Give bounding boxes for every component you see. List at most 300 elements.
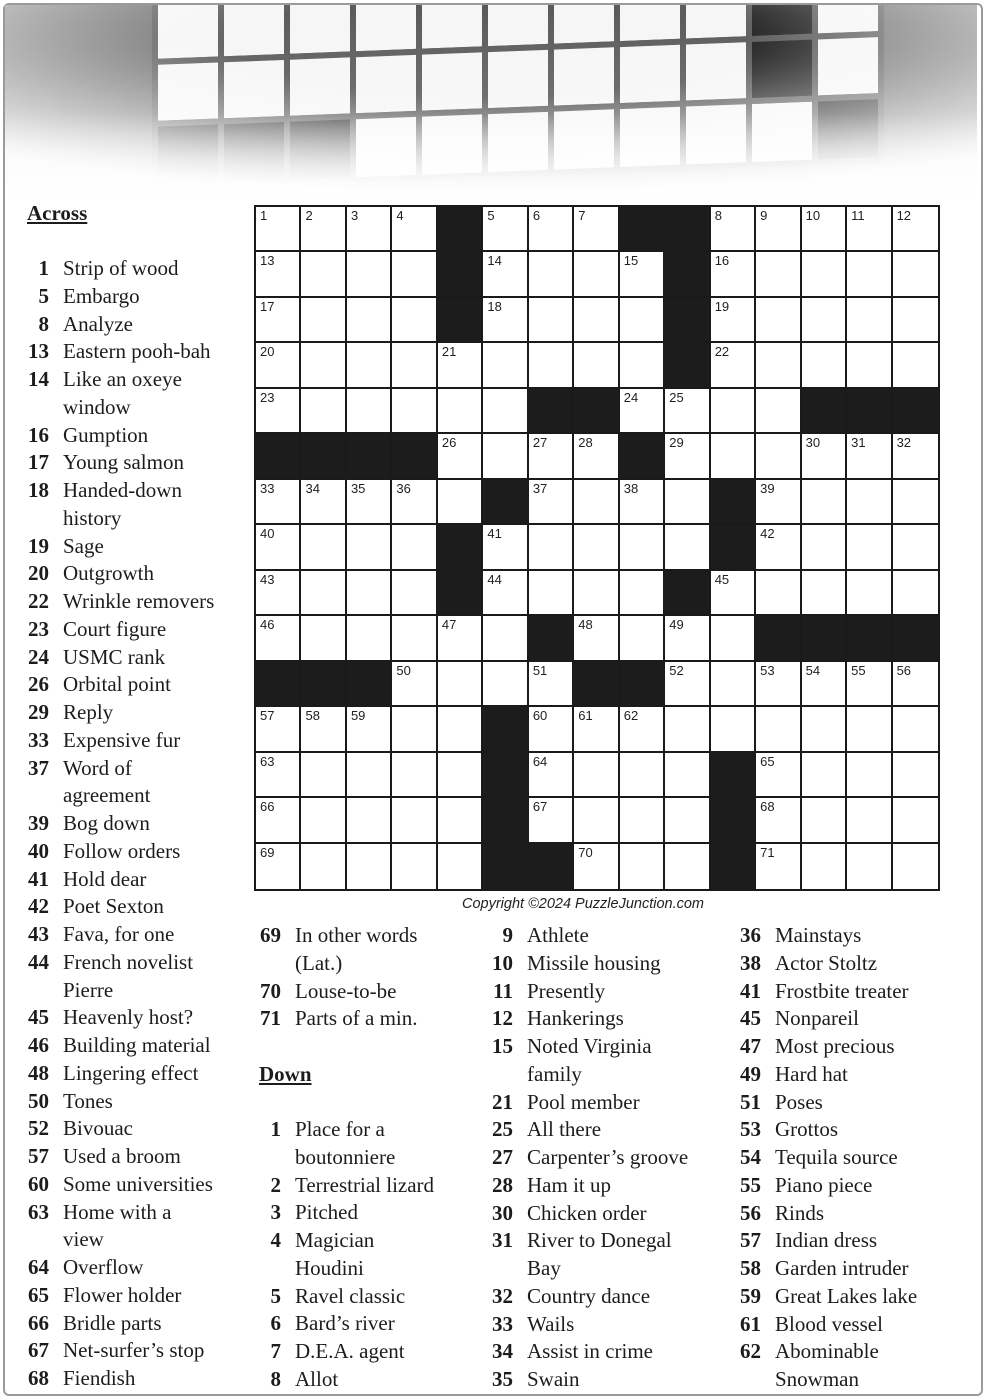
clue-number: 29 (28, 700, 49, 724)
clue-continuation (15, 394, 250, 422)
clue-number: 38 (740, 950, 761, 975)
clue-number: 32 (492, 1283, 513, 1308)
clue-item (479, 922, 729, 950)
grid-cell[interactable] (301, 480, 346, 525)
grid-cell[interactable] (847, 480, 892, 525)
clue-item (15, 838, 250, 866)
grid-cell[interactable] (620, 844, 665, 889)
grid-cell[interactable] (847, 844, 892, 889)
grid-cell[interactable] (574, 707, 619, 752)
grid-cell-black (711, 480, 756, 525)
grid-cell[interactable] (574, 616, 619, 661)
grid-cell-black (438, 252, 483, 297)
grid-cell[interactable] (847, 525, 892, 570)
grid-cell[interactable] (847, 707, 892, 752)
header-crossword-graphic (5, 5, 977, 203)
grid-cell[interactable] (392, 616, 437, 661)
clue-text: view (63, 1227, 104, 1252)
grid-cell[interactable] (483, 252, 528, 297)
grid-cell[interactable] (529, 207, 574, 252)
grid-cell[interactable] (574, 525, 619, 570)
grid-cell[interactable] (711, 252, 756, 297)
cell-number: 53 (760, 662, 775, 678)
grid-cell[interactable] (256, 753, 301, 798)
grid-cell[interactable] (301, 753, 346, 798)
clue-continuation (15, 1226, 250, 1254)
grid-cell[interactable] (711, 207, 756, 252)
clue-number: 47 (740, 1034, 761, 1058)
grid-cell[interactable] (301, 844, 346, 889)
clue-item (15, 1171, 250, 1199)
grid-cell[interactable] (756, 798, 801, 843)
grid-cell[interactable] (483, 434, 528, 479)
grid-cell[interactable] (756, 571, 801, 616)
cell-number: 14 (487, 253, 502, 269)
grid-cell[interactable] (483, 298, 528, 343)
grid-cell-black (301, 434, 346, 479)
grid-cell[interactable] (802, 753, 847, 798)
grid-cell[interactable] (529, 798, 574, 843)
grid-cell[interactable] (347, 389, 392, 434)
grid-cell[interactable] (256, 480, 301, 525)
grid-cell[interactable] (574, 298, 619, 343)
clue-number: 21 (492, 1089, 513, 1114)
cell-number: 2 (305, 208, 313, 223)
grid-cell[interactable] (301, 252, 346, 297)
grid-cell[interactable] (847, 753, 892, 798)
clue-text: Frostbite treater (775, 978, 909, 1003)
grid-cell[interactable] (665, 434, 710, 479)
grid-cell[interactable] (711, 571, 756, 616)
clue-text: Reply (63, 700, 114, 724)
cell-number: 63 (260, 753, 275, 769)
clue-item (15, 588, 250, 616)
grid-cell[interactable] (756, 525, 801, 570)
grid-cell[interactable] (802, 480, 847, 525)
cell-number: 1 (260, 208, 268, 223)
clue-text: Country dance (527, 1283, 651, 1308)
clue-item (247, 1199, 487, 1227)
grid-cell[interactable] (529, 707, 574, 752)
grid-cell[interactable] (483, 525, 528, 570)
grid-cell[interactable] (438, 798, 483, 843)
grid-cell[interactable] (347, 298, 392, 343)
grid-cell[interactable] (529, 753, 574, 798)
grid-cell[interactable] (893, 662, 938, 707)
grid-cell-black (301, 662, 346, 707)
grid-cell[interactable] (574, 844, 619, 889)
grid-cell[interactable] (574, 343, 619, 388)
cell-number: 26 (441, 435, 457, 451)
grid-cell[interactable] (802, 525, 847, 570)
clue-text: Eastern pooh-bah (63, 339, 211, 364)
clue-number: 1 (270, 1117, 281, 1141)
grid-cell[interactable] (392, 252, 437, 297)
clue-text: Mainstays (775, 923, 862, 947)
clue-text: Chicken order (527, 1200, 647, 1225)
clue-text: Heavenly host? (63, 1005, 194, 1030)
grid-cell[interactable] (256, 525, 301, 570)
clue-item (15, 1254, 250, 1282)
grid-cell[interactable] (301, 389, 346, 434)
grid-cell[interactable] (711, 343, 756, 388)
clue-number: 42 (28, 894, 49, 919)
grid-cell[interactable] (802, 707, 847, 752)
grid-cell[interactable] (301, 207, 346, 252)
grid-cell[interactable] (847, 298, 892, 343)
grid-cell[interactable] (711, 616, 756, 661)
cell-number: 47 (441, 617, 457, 633)
grid-cell[interactable] (347, 616, 392, 661)
grid-cell[interactable] (893, 798, 938, 843)
grid-cell-black (665, 571, 710, 616)
grid-cell[interactable] (483, 389, 528, 434)
clue-text: Poet Sexton (63, 894, 164, 919)
grid-cell[interactable] (574, 434, 619, 479)
grid-cell[interactable] (893, 480, 938, 525)
clue-number: 57 (740, 1228, 761, 1253)
grid-cell[interactable] (620, 252, 665, 297)
clue-number: 39 (28, 811, 49, 835)
clue-item (15, 1199, 250, 1227)
cell-number: 43 (260, 571, 275, 587)
grid-cell[interactable] (620, 616, 665, 661)
grid-cell[interactable] (756, 298, 801, 343)
grid-cell[interactable] (256, 844, 301, 889)
clue-number: 8 (38, 311, 49, 336)
grid-cell[interactable] (256, 252, 301, 297)
grid-cell[interactable] (256, 343, 301, 388)
grid-cell[interactable] (256, 707, 301, 752)
clue-text: Piano piece (775, 1172, 873, 1197)
grid-cell[interactable] (620, 798, 665, 843)
grid-cell[interactable] (802, 434, 847, 479)
grid-cell[interactable] (847, 252, 892, 297)
cell-number: 31 (851, 435, 866, 451)
grid-cell[interactable] (756, 844, 801, 889)
grid-cell[interactable] (893, 298, 938, 343)
grid-cell[interactable] (256, 798, 301, 843)
grid-cell[interactable] (847, 434, 892, 479)
grid-cell[interactable] (392, 798, 437, 843)
grid-cell[interactable] (620, 571, 665, 616)
grid-cell[interactable] (438, 480, 483, 525)
cell-number: 35 (350, 480, 366, 496)
clue-text: Bivouac (63, 1116, 133, 1141)
grid-cell[interactable] (802, 798, 847, 843)
clue-number: 67 (28, 1338, 49, 1363)
grid-cell[interactable] (893, 252, 938, 297)
clue-item (15, 1004, 250, 1032)
grid-cell[interactable] (438, 343, 483, 388)
clue-item (15, 533, 250, 561)
grid-cell[interactable] (347, 844, 392, 889)
clue-number: 33 (492, 1311, 513, 1336)
grid-cell[interactable] (665, 844, 710, 889)
clue-text: Carpenter’s groove (527, 1145, 689, 1169)
grid-cell[interactable] (347, 798, 392, 843)
grid-cell-black (665, 343, 710, 388)
grid-cell[interactable] (392, 844, 437, 889)
grid-cell[interactable] (620, 389, 665, 434)
grid-cell[interactable] (301, 707, 346, 752)
clue-number: 59 (740, 1283, 761, 1308)
grid-cell[interactable] (756, 252, 801, 297)
cell-number: 27 (532, 435, 548, 451)
grid-cell[interactable] (756, 707, 801, 752)
grid-cell[interactable] (392, 753, 437, 798)
grid-cell[interactable] (893, 434, 938, 479)
grid-cell[interactable] (802, 252, 847, 297)
clue-text: family (527, 1061, 582, 1086)
grid-cell[interactable] (665, 480, 710, 525)
cell-number: 59 (350, 708, 366, 724)
grid-cell-black (711, 844, 756, 889)
clue-text: Snowman (775, 1367, 859, 1391)
grid-cell[interactable] (802, 662, 847, 707)
clue-number: 41 (28, 866, 49, 891)
grid-cell[interactable] (392, 707, 437, 752)
clue-text: Overflow (63, 1255, 144, 1279)
grid-cell[interactable] (711, 434, 756, 479)
grid-cell[interactable] (483, 207, 528, 252)
grid-cell[interactable] (574, 571, 619, 616)
grid-cell[interactable] (438, 616, 483, 661)
grid-cell[interactable] (756, 389, 801, 434)
clue-text: Louse-to-be (295, 978, 397, 1003)
cell-number: 34 (305, 480, 320, 496)
grid-cell[interactable] (574, 480, 619, 525)
grid-cell[interactable] (665, 389, 710, 434)
clue-text: Great Lakes lake (775, 1283, 918, 1308)
grid-cell[interactable] (847, 343, 892, 388)
perspective-grid-illustration (5, 5, 977, 203)
clue-item (15, 560, 250, 588)
grid-cell[interactable] (529, 434, 574, 479)
grid-cell[interactable] (802, 343, 847, 388)
grid-cell[interactable] (438, 753, 483, 798)
grid-cell[interactable] (893, 343, 938, 388)
clue-number: 54 (740, 1145, 761, 1169)
grid-cell[interactable] (574, 252, 619, 297)
grid-cell[interactable] (483, 616, 528, 661)
grid-cell[interactable] (392, 480, 437, 525)
clue-text: Used a broom (63, 1144, 181, 1168)
clue-item (15, 422, 250, 450)
grid-cell[interactable] (392, 662, 437, 707)
grid-cell[interactable] (529, 480, 574, 525)
grid-cell[interactable] (847, 207, 892, 252)
grid-cell[interactable] (756, 434, 801, 479)
clue-number: 9 (502, 923, 513, 947)
clue-item (247, 978, 487, 1006)
clue-item (727, 1255, 977, 1283)
grid-cell[interactable] (529, 571, 574, 616)
grid-cell[interactable] (847, 571, 892, 616)
grid-cell[interactable] (665, 798, 710, 843)
grid-cell[interactable] (392, 525, 437, 570)
grid-cell[interactable] (256, 298, 301, 343)
grid-cell[interactable] (756, 480, 801, 525)
clue-text: Outgrowth (63, 561, 154, 586)
grid-cell[interactable] (301, 798, 346, 843)
grid-cell[interactable] (301, 525, 346, 570)
grid-cell[interactable] (620, 753, 665, 798)
clue-item (727, 1227, 977, 1255)
cell-number: 10 (805, 208, 821, 223)
grid-cell[interactable] (620, 298, 665, 343)
grid-cell[interactable] (483, 662, 528, 707)
grid-cell[interactable] (347, 753, 392, 798)
clue-text: Analyze (63, 311, 133, 336)
grid-cell[interactable] (802, 571, 847, 616)
clue-number: 66 (28, 1310, 49, 1335)
grid-cell[interactable] (893, 753, 938, 798)
clue-text: Assist in crime (527, 1339, 653, 1364)
grid-cell[interactable] (756, 207, 801, 252)
grid-cell[interactable] (256, 616, 301, 661)
clue-text: boutonniere (295, 1144, 396, 1169)
grid-cell[interactable] (347, 252, 392, 297)
grid-cell[interactable] (665, 525, 710, 570)
grid-cell-black (711, 525, 756, 570)
grid-cell[interactable] (347, 207, 392, 252)
grid-cell[interactable] (665, 662, 710, 707)
grid-cell[interactable] (392, 389, 437, 434)
grid-cell[interactable] (711, 298, 756, 343)
grid-cell[interactable] (620, 343, 665, 388)
grid-cell[interactable] (711, 389, 756, 434)
grid-cell[interactable] (301, 343, 346, 388)
cell-number: 8 (714, 208, 722, 223)
clue-number: 2 (270, 1172, 281, 1197)
clue-item (15, 1337, 250, 1365)
clue-item (15, 1143, 250, 1171)
grid-cell[interactable] (893, 207, 938, 252)
grid-cell[interactable] (483, 343, 528, 388)
grid-cell[interactable] (438, 844, 483, 889)
clue-item (247, 1366, 487, 1394)
grid-cell[interactable] (392, 207, 437, 252)
grid-cell-black (665, 252, 710, 297)
cell-number: 6 (532, 208, 541, 223)
grid-cell[interactable] (620, 707, 665, 752)
grid-cell[interactable] (802, 298, 847, 343)
grid-cell[interactable] (847, 798, 892, 843)
clue-number: 45 (740, 1006, 761, 1031)
grid-cell[interactable] (256, 389, 301, 434)
grid-cell[interactable] (574, 753, 619, 798)
cell-number: 56 (896, 662, 912, 678)
clue-number: 7 (270, 1339, 281, 1363)
grid-cell[interactable] (893, 707, 938, 752)
grid-cell[interactable] (665, 753, 710, 798)
grid-cell[interactable] (438, 707, 483, 752)
clue-item (479, 1172, 729, 1200)
grid-cell-black (256, 434, 301, 479)
clue-text: Orbital point (63, 672, 171, 697)
clue-text: Place for a (295, 1117, 385, 1141)
grid-cell[interactable] (665, 707, 710, 752)
cell-number: 44 (487, 571, 502, 587)
grid-cell[interactable] (529, 298, 574, 343)
grid-cell[interactable] (529, 525, 574, 570)
grid-cell[interactable] (756, 662, 801, 707)
clue-item (15, 366, 250, 394)
grid-cell[interactable] (574, 207, 619, 252)
clue-item (727, 978, 977, 1006)
grid-cell[interactable] (893, 844, 938, 889)
grid-cell[interactable] (392, 571, 437, 616)
grid-cell[interactable] (893, 571, 938, 616)
grid-cell[interactable] (529, 343, 574, 388)
grid-cell[interactable] (392, 298, 437, 343)
grid-cell[interactable] (256, 571, 301, 616)
grid-cell[interactable] (347, 525, 392, 570)
grid-cell[interactable] (347, 480, 392, 525)
clue-item (727, 950, 977, 978)
grid-cell[interactable] (301, 571, 346, 616)
grid-cell[interactable] (347, 707, 392, 752)
grid-cell[interactable] (711, 662, 756, 707)
clue-text: Home with a (63, 1199, 172, 1224)
grid-cell-black (711, 753, 756, 798)
clue-number: 19 (28, 533, 49, 558)
grid-cell[interactable] (256, 207, 301, 252)
grid-cell[interactable] (301, 616, 346, 661)
grid-cell[interactable] (665, 616, 710, 661)
grid-cell[interactable] (620, 480, 665, 525)
clue-number: 49 (740, 1061, 761, 1086)
clue-text: Hold dear (63, 866, 147, 891)
cell-number: 46 (260, 617, 275, 633)
clue-item (15, 283, 250, 311)
grid-cell[interactable] (756, 343, 801, 388)
clue-text: Pitched (295, 1200, 358, 1225)
grid-cell[interactable] (438, 434, 483, 479)
clue-number: 13 (28, 339, 49, 364)
clue-number: 24 (28, 644, 49, 669)
clue-number: 40 (28, 838, 49, 863)
grid-cell[interactable] (711, 707, 756, 752)
clue-text: Pierre (63, 977, 114, 1002)
clue-continuation (15, 782, 250, 810)
clue-item (247, 1005, 487, 1033)
grid-cell[interactable] (301, 298, 346, 343)
clue-item (479, 1283, 729, 1311)
grid-cell[interactable] (529, 252, 574, 297)
grid-cell[interactable] (802, 207, 847, 252)
grid-cell[interactable] (802, 844, 847, 889)
grid-cell[interactable] (438, 389, 483, 434)
grid-cell[interactable] (483, 571, 528, 616)
grid-cell[interactable] (756, 753, 801, 798)
grid-cell[interactable] (347, 571, 392, 616)
grid-cell[interactable] (620, 525, 665, 570)
clue-number: 23 (28, 616, 49, 641)
grid-cell[interactable] (347, 343, 392, 388)
cell-number: 5 (487, 208, 495, 223)
grid-cell[interactable] (392, 343, 437, 388)
grid-cell[interactable] (893, 525, 938, 570)
grid-cell[interactable] (574, 798, 619, 843)
clue-item (15, 311, 250, 339)
grid-cell[interactable] (438, 662, 483, 707)
clue-item (15, 1282, 250, 1310)
grid-cell[interactable] (847, 662, 892, 707)
grid-cell[interactable] (529, 662, 574, 707)
grid-cell-black (347, 434, 392, 479)
